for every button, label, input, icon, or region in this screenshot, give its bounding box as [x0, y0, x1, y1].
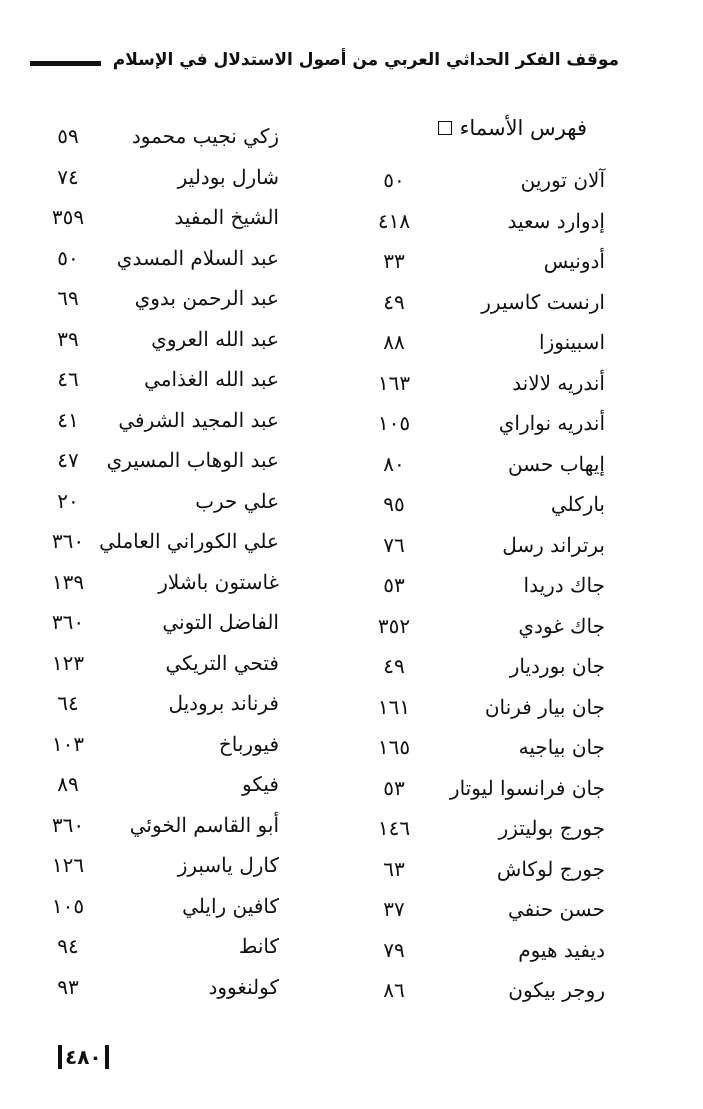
entry-page: ١٠٣: [51, 731, 85, 756]
entry-page: ١٦١: [377, 694, 411, 719]
entry-name: جاك غودي: [518, 613, 605, 638]
index-entry: [365, 849, 605, 890]
entry-page: ٨٠: [383, 451, 405, 476]
index-column-right: [365, 160, 605, 1011]
entry-name: الشيخ المفيد: [174, 205, 279, 230]
entry-name: عبد الوهاب المسيري: [106, 448, 279, 473]
entry-page: ٩٤: [57, 934, 79, 959]
square-bullet-icon: [438, 121, 452, 135]
index-entry: [365, 160, 605, 201]
entry-page: ٩٥: [383, 492, 405, 517]
index-entry: [365, 889, 605, 930]
book-title: موقف الفكر الحداثي العربي من أصول الاستدلال في الإسلام: [112, 50, 619, 70]
entry-name: برتراند رسل: [502, 532, 605, 557]
entry-page: ٤٩: [383, 654, 405, 679]
entry-name: جورج لوكاش: [496, 856, 605, 881]
page-number-bar-left: [58, 1045, 62, 1069]
entry-page: ٧٩: [383, 937, 405, 962]
index-entry: [39, 805, 279, 846]
entry-page: ٤٩: [383, 289, 405, 314]
entry-page: ٨٩: [57, 772, 79, 797]
entry-page: ٧٦: [383, 532, 405, 557]
entry-page: ٣٦٠: [51, 529, 85, 554]
entry-name: كارل ياسبرز: [177, 853, 279, 878]
entry-page: ٣٦٠: [51, 812, 85, 837]
entry-name: شارل بودلير: [177, 164, 279, 189]
entry-page: ١٠٥: [377, 411, 411, 436]
entry-name: إيهاب حسن: [507, 451, 605, 476]
index-entry: [39, 845, 279, 886]
index-entry: [365, 808, 605, 849]
entry-page: ٥٣: [383, 775, 405, 800]
index-entry: [39, 238, 279, 279]
index-entry: [365, 363, 605, 404]
entry-page: ١٢٦: [51, 853, 85, 878]
index-entry: [39, 886, 279, 927]
entry-name: جان بورديار: [509, 654, 605, 679]
header-rule: [30, 61, 101, 66]
index-entry: [365, 484, 605, 525]
index-entry: [365, 687, 605, 728]
index-entry: [365, 930, 605, 971]
entry-page: ٤١٨: [377, 208, 411, 233]
entry-page: ١٦٥: [377, 735, 411, 760]
entry-name: ارنست كاسيرر: [481, 289, 605, 314]
entry-name: عبد الرحمن بدوي: [134, 286, 279, 311]
index-entry: [39, 116, 279, 157]
index-entry: [39, 926, 279, 967]
entry-name: زكي نجيب محمود: [131, 124, 279, 149]
entry-name: علي الكوراني العاملي: [99, 529, 279, 554]
index-entry: [365, 646, 605, 687]
index-entry: [365, 768, 605, 809]
entry-page: ٥٣: [383, 573, 405, 598]
entry-name: جورج بوليتزر: [498, 816, 605, 841]
entry-page: ٥٠: [383, 168, 405, 193]
page-number-value: ٤٨٠: [65, 1045, 102, 1069]
entry-name: عبد السلام المسدي: [116, 245, 279, 270]
entry-name: عبد الله الغذامي: [144, 367, 279, 392]
index-entry: [365, 606, 605, 647]
index-entry: [365, 403, 605, 444]
entry-page: ١٣٩: [51, 569, 85, 594]
index-entry: [365, 282, 605, 323]
index-title: فهرس الأسماء: [459, 116, 587, 140]
entry-name: فتحي التريكي: [165, 650, 279, 675]
entry-page: ٦٩: [57, 286, 79, 311]
index-entry: [365, 525, 605, 566]
entry-name: جان فرانسوا ليوتار: [449, 775, 605, 800]
index-entry: [365, 201, 605, 242]
index-entry: [39, 764, 279, 805]
index-heading: [438, 116, 587, 140]
index-entry: [39, 157, 279, 198]
index-column-left: [39, 116, 279, 1007]
entry-page: ١٠٥: [51, 893, 85, 918]
index-entry: [39, 562, 279, 603]
entry-name: أندريه نواراي: [498, 411, 605, 436]
entry-page: ٨٨: [383, 330, 405, 355]
entry-page: ١٢٣: [51, 650, 85, 675]
index-entry: [39, 319, 279, 360]
entry-name: كولنغوود: [208, 974, 279, 999]
entry-page: ٨٦: [383, 978, 405, 1003]
index-entry: [365, 322, 605, 363]
entry-page: ٧٤: [57, 164, 79, 189]
entry-page: ٦٤: [57, 691, 79, 716]
entry-page: ٤٦: [57, 367, 79, 392]
entry-name: اسبينوزا: [539, 330, 605, 355]
index-entry: [39, 724, 279, 765]
entry-name: أندريه لالاند: [512, 370, 605, 395]
entry-name: عبد المجيد الشرفي: [118, 407, 279, 432]
entry-page: ٣٥٩: [51, 205, 85, 230]
entry-name: ديفيد هيوم: [518, 937, 605, 962]
index-entry: [39, 521, 279, 562]
entry-name: إدوارد سعيد: [507, 208, 605, 233]
entry-page: ٥٠: [57, 245, 79, 270]
index-entry: [365, 565, 605, 606]
index-entry: [39, 440, 279, 481]
entry-page: ٣٧: [383, 897, 405, 922]
entry-name: عبد الله العروي: [151, 326, 279, 351]
entry-page: ٦٣: [383, 856, 405, 881]
entry-name: باركلي: [550, 492, 605, 517]
entry-name: غاستون باشلار: [158, 569, 279, 594]
page-number-bar-right: [105, 1045, 109, 1069]
index-entry: [365, 241, 605, 282]
index-entry: [365, 727, 605, 768]
entry-name: كانط: [238, 934, 279, 959]
entry-name: جان بيار فرنان: [484, 694, 605, 719]
entry-page: ٣٥٢: [377, 613, 411, 638]
entry-page: ٣٩: [57, 326, 79, 351]
entry-page: ٣٦٠: [51, 610, 85, 635]
entry-page: ٩٣: [57, 974, 79, 999]
index-entry: [39, 967, 279, 1008]
entry-name: حسن حنفي: [508, 897, 605, 922]
entry-page: ٣٣: [383, 249, 405, 274]
entry-page: ٤٧: [57, 448, 79, 473]
entry-page: ٥٩: [57, 124, 79, 149]
index-entry: [39, 197, 279, 238]
entry-name: روجر بيكون: [508, 978, 605, 1003]
index-entry: [39, 400, 279, 441]
entry-name: فرناند بروديل: [168, 691, 279, 716]
page-number: [58, 1044, 109, 1070]
entry-name: فيورباخ: [218, 731, 279, 756]
entry-page: ٤١: [57, 407, 79, 432]
entry-name: جاك دريدا: [523, 573, 605, 598]
index-entry: [39, 278, 279, 319]
entry-name: آلان تورين: [520, 168, 605, 193]
entry-name: فيكو: [242, 772, 279, 797]
index-entry: [39, 683, 279, 724]
entry-name: أدونيس: [543, 249, 605, 274]
entry-name: كافين رايلي: [182, 893, 279, 918]
entry-name: أبو القاسم الخوئي: [129, 812, 279, 837]
entry-page: ١٤٦: [377, 816, 411, 841]
index-entry: [365, 970, 605, 1011]
index-entry: [39, 643, 279, 684]
entry-name: جان بياجيه: [518, 735, 605, 760]
entry-name: علي حرب: [195, 488, 279, 513]
index-entry: [39, 602, 279, 643]
index-entry: [39, 359, 279, 400]
running-header: [30, 40, 619, 80]
index-entry: [365, 444, 605, 485]
entry-page: ١٦٣: [377, 370, 411, 395]
index-entry: [39, 481, 279, 522]
entry-name: الفاضل التوني: [162, 610, 279, 635]
entry-page: ٢٠: [57, 488, 79, 513]
